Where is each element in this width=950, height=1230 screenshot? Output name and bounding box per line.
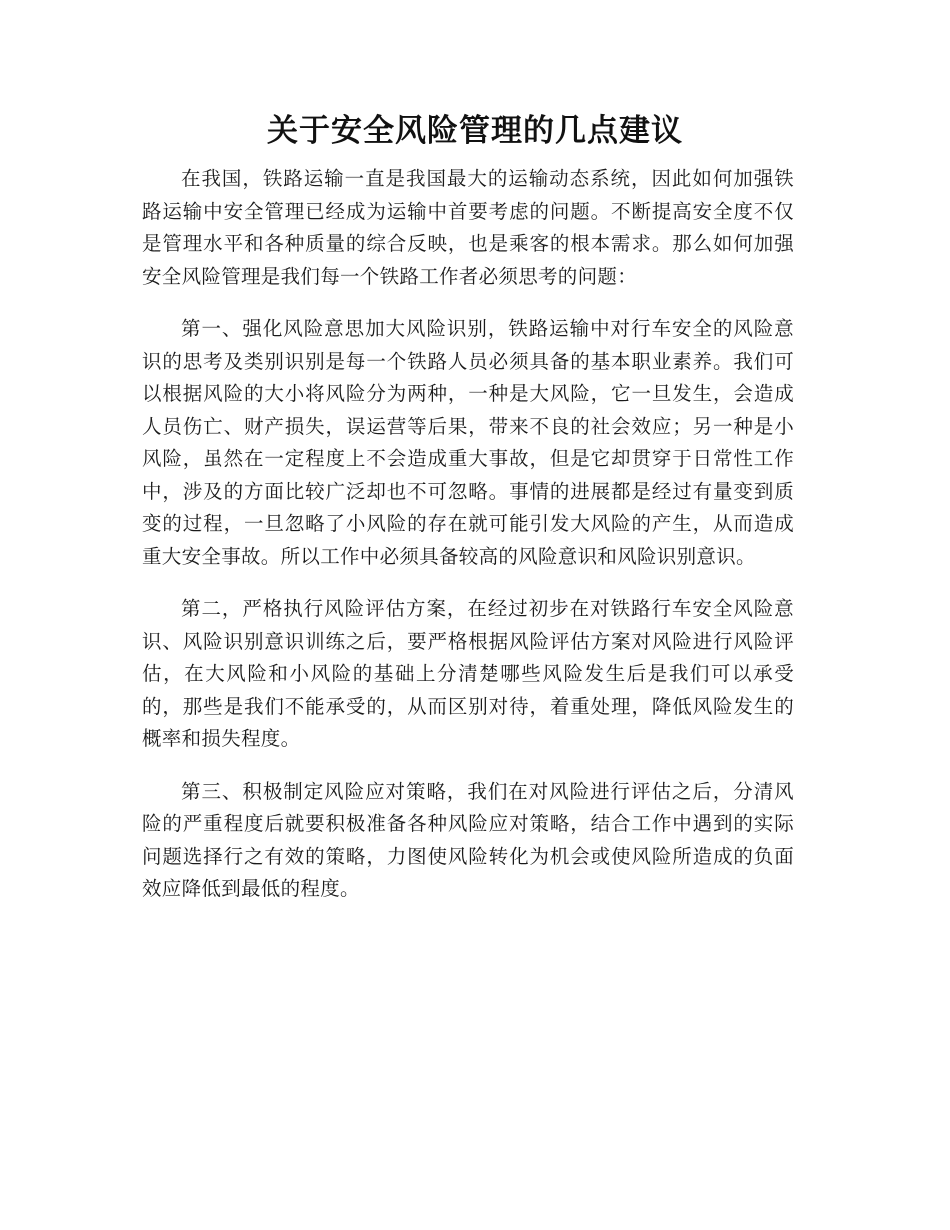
- document-title: 关于安全风险管理的几点建议: [267, 113, 683, 149]
- paragraph-second-point: 第二，严格执行风险评估方案，在经过初步在对铁路行车安全风险意识、风险识别意识训练之后，要严格根据风险评估方案对风险进行风险评估，在大风险和小风险的基础上分清楚哪些风险发生后是我们可以承受的，那些是我们不能承受的，从而区别对待，着重处理，降低风险发生的概率和损失程度。: [142, 597, 794, 750]
- document-body: [142, 163, 794, 926]
- paragraph-first-point: 第一、强化风险意思加大风险识别，铁路运输中对行车安全的风险意识的思考及类别识别是每一个铁路人员必须具备的基本职业素养。我们可以根据风险的大小将风险分为两种，一种是大风险，它一旦发生，会造成人员伤亡、财产损失，误运营等后果，带来不良的社会效应；另一种是小风险，虽然在一定程度上不会造成重大事故，但是它却贯穿于日常性工作中，涉及的方面比较广泛却也不可忽略。事情的进展都是经过有量变到质变的过程，一旦忽略了小风险的存在就可能引发大风险的产生，从而造成重大安全事故。所以工作中必须具备较高的风险意识和风险识别意识。: [142, 317, 794, 568]
- paragraph-intro: 在我国，铁路运输一直是我国最大的运输动态系统，因此如何加强铁路运输中安全管理已经成为运输中首要考虑的问题。不断提高安全度不仅是管理水平和各种质量的综合反映，也是乘客的根本需求。那么如何加强安全风险管理是我们每一个铁路工作者必须思考的问题：: [142, 167, 794, 288]
- paragraph-third-point: 第三、积极制定风险应对策略，我们在对风险进行评估之后，分清风险的严重程度后就要积极准备各种风险应对策略，结合工作中遇到的实际问题选择行之有效的策略，力图使风险转化为机会或使风险所造成的负面效应降低到最低的程度。: [142, 779, 794, 900]
